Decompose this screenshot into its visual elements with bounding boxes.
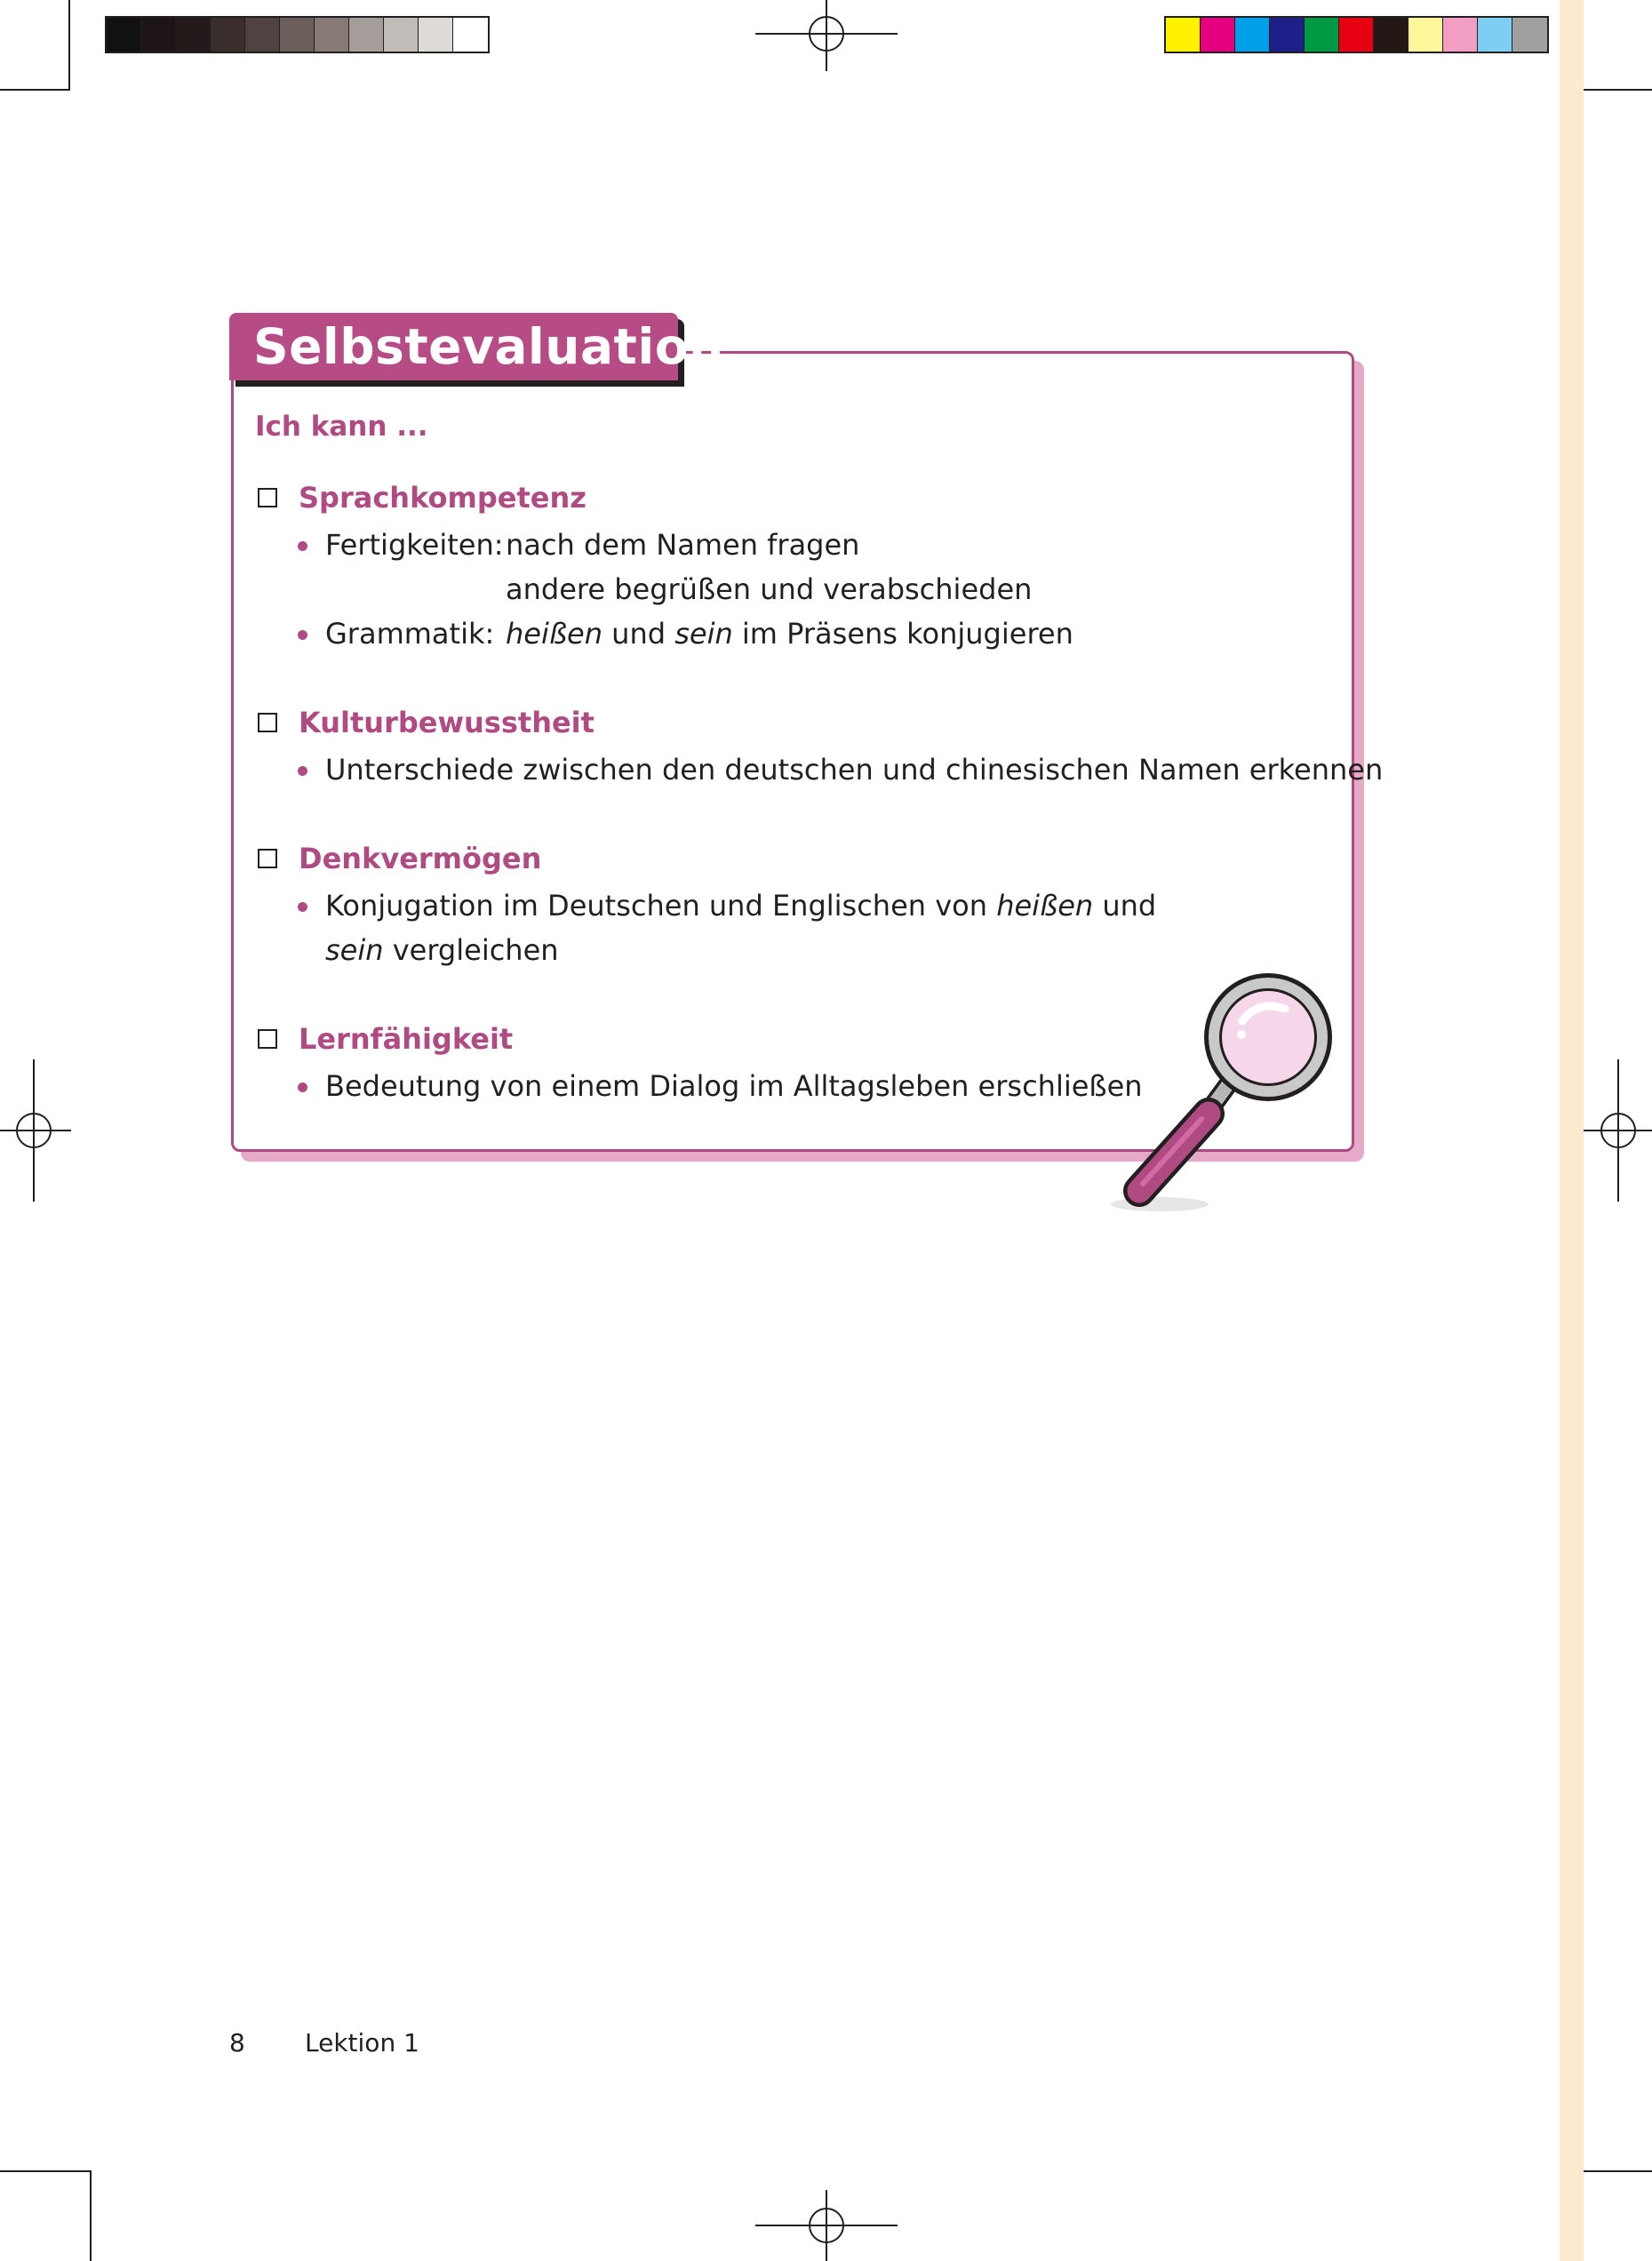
thinking-item-line-2 (325, 933, 559, 967)
magnifying-glass-icon (1102, 964, 1351, 1218)
color-bar (1164, 16, 1549, 53)
thinking-text: Konjugation im Deutschen und Englischen von (325, 889, 988, 923)
section-heading (258, 842, 541, 875)
empty-checkbox-icon[interactable] (258, 1029, 277, 1049)
skills-line-2: andere begrüßen und verabschieden (506, 572, 1033, 606)
empty-checkbox-icon[interactable] (258, 713, 277, 732)
bullet-icon (298, 541, 307, 551)
section-heading (258, 1022, 513, 1056)
thinking-verb-1: heißen (996, 889, 1094, 923)
skills-label: Fertigkeiten: (325, 528, 504, 562)
page-edge-strip (1560, 0, 1584, 2261)
registration-mark-icon (755, 2190, 898, 2261)
empty-checkbox-icon[interactable] (258, 488, 277, 507)
bullet-icon (298, 766, 307, 776)
lesson-label: Lektion 1 (305, 2028, 419, 2057)
learning-item: Bedeutung von einem Dialog im Alltagsleben erschließen (325, 1069, 1143, 1103)
grammar-verb-1: heißen (506, 617, 603, 651)
culture-item: Unterschiede zwischen den deutschen und chinesischen Namen erkennen (325, 753, 1384, 787)
intro-text: Ich kann ... (255, 411, 428, 443)
empty-checkbox-icon[interactable] (258, 849, 277, 868)
thinking-item-line-1 (325, 889, 1156, 923)
bullet-icon (298, 630, 307, 640)
section-heading (258, 706, 595, 739)
section-title: Lernfähigkeit (299, 1022, 514, 1056)
thinking-and: und (1102, 889, 1157, 923)
grammar-verb-2: sein (674, 617, 733, 651)
section-title: Denkvermögen (299, 842, 542, 875)
bullet-icon (298, 1083, 307, 1092)
thinking-rest: vergleichen (392, 933, 559, 967)
bullet-icon (298, 902, 307, 912)
grammar-text (506, 617, 1073, 651)
registration-mark-icon (1581, 1059, 1652, 1202)
section-title: Sprachkompetenz (299, 481, 587, 515)
grammar-rest: im Präsens konjugieren (741, 617, 1073, 651)
skills-line-1: nach dem Namen fragen (506, 528, 860, 562)
grayscale-bar (105, 16, 490, 53)
section-heading (258, 481, 587, 515)
registration-mark-icon (0, 1059, 71, 1202)
thinking-verb-2: sein (325, 933, 384, 967)
page-number: 8 (229, 2028, 245, 2057)
section-title: Kulturbewusstheit (299, 706, 595, 739)
grammar-label: Grammatik: (325, 617, 495, 651)
box-title: Selbstevaluation (253, 318, 724, 375)
grammar-and: und (611, 617, 666, 651)
registration-mark-icon (755, 0, 898, 71)
